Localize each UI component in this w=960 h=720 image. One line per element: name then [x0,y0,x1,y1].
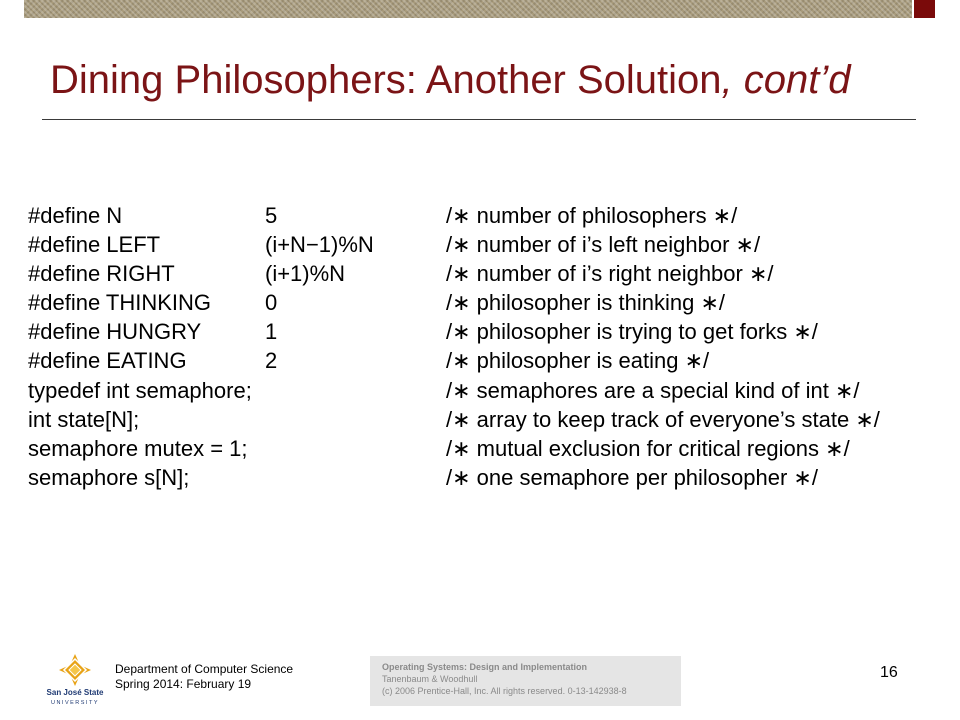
logo-wordmark: San José State [46,688,104,697]
code-line [28,348,928,377]
code-comment: /∗ number of philosophers ∗/ [446,203,738,228]
code-listing [28,203,928,494]
code-line [28,407,928,436]
logo-subtitle: UNIVERSITY [50,700,100,706]
code-value: (i+1)%N [265,261,346,287]
footer-dept-line: Department of Computer Science [115,662,294,676]
code-comment: /∗ mutual exclusion for critical regions ∗/ [446,435,850,461]
code-line [28,290,928,319]
code-value: 2 [265,348,278,374]
code-statement: semaphore mutex = 1; [28,435,248,461]
code-comment: /∗ one semaphore per philosopher ∗/ [446,464,818,490]
footer-book-authors: Tanenbaum & Woodhull [382,674,478,684]
footer-date-line: Spring 2014: February 19 [115,677,252,691]
page-number: 16 [880,664,898,681]
code-statement: #define HUNGRY [28,319,202,345]
code-statement: #define THINKING [28,290,212,316]
code-line [28,203,928,232]
title-underline [42,119,916,120]
code-value: 0 [265,290,278,316]
code-comment: /∗ number of i’s right neighbor ∗/ [446,261,774,287]
university-logo [44,652,106,706]
code-statement: #define EATING [28,348,187,374]
footer-copyright: (c) 2006 Prentice-Hall, Inc. All rights reserved. 0-13-142938-8 [382,686,627,696]
code-line [28,378,928,407]
footer-credit-box [370,656,681,706]
top-decorative-bar [24,0,912,18]
code-line [28,465,928,494]
slide-title-main: Dining Philosophers: Another Solution [50,58,722,102]
code-comment: /∗ semaphores are a special kind of int ∗/ [446,377,860,403]
code-statement: semaphore s[N]; [28,464,190,490]
slide-title [50,58,851,103]
code-line [28,232,928,261]
code-comment: /∗ array to keep track of everyone’s state ∗/ [446,406,880,432]
code-comment: /∗ philosopher is eating ∗/ [446,348,710,374]
footer-book-title: Operating Systems: Design and Implementation [382,662,588,672]
code-statement: typedef int semaphore; [28,377,252,403]
code-line [28,436,928,465]
code-statement: int state[N]; [28,406,140,432]
top-decorative-square [914,0,935,18]
code-statement: #define N [28,203,123,228]
code-value: 5 [265,203,278,228]
code-comment: /∗ number of i’s left neighbor ∗/ [446,232,761,258]
code-comment: /∗ philosopher is thinking ∗/ [446,290,726,316]
code-value: (i+N−1)%N [265,232,374,258]
code-comment: /∗ philosopher is trying to get forks ∗/ [446,319,818,345]
code-statement: #define LEFT [28,232,161,258]
slide-title-suffix: , cont’d [721,58,851,102]
code-statement: #define RIGHT [28,261,175,287]
code-line [28,319,928,348]
footer-department [115,662,293,692]
code-line [28,261,928,290]
code-value: 1 [265,319,278,345]
